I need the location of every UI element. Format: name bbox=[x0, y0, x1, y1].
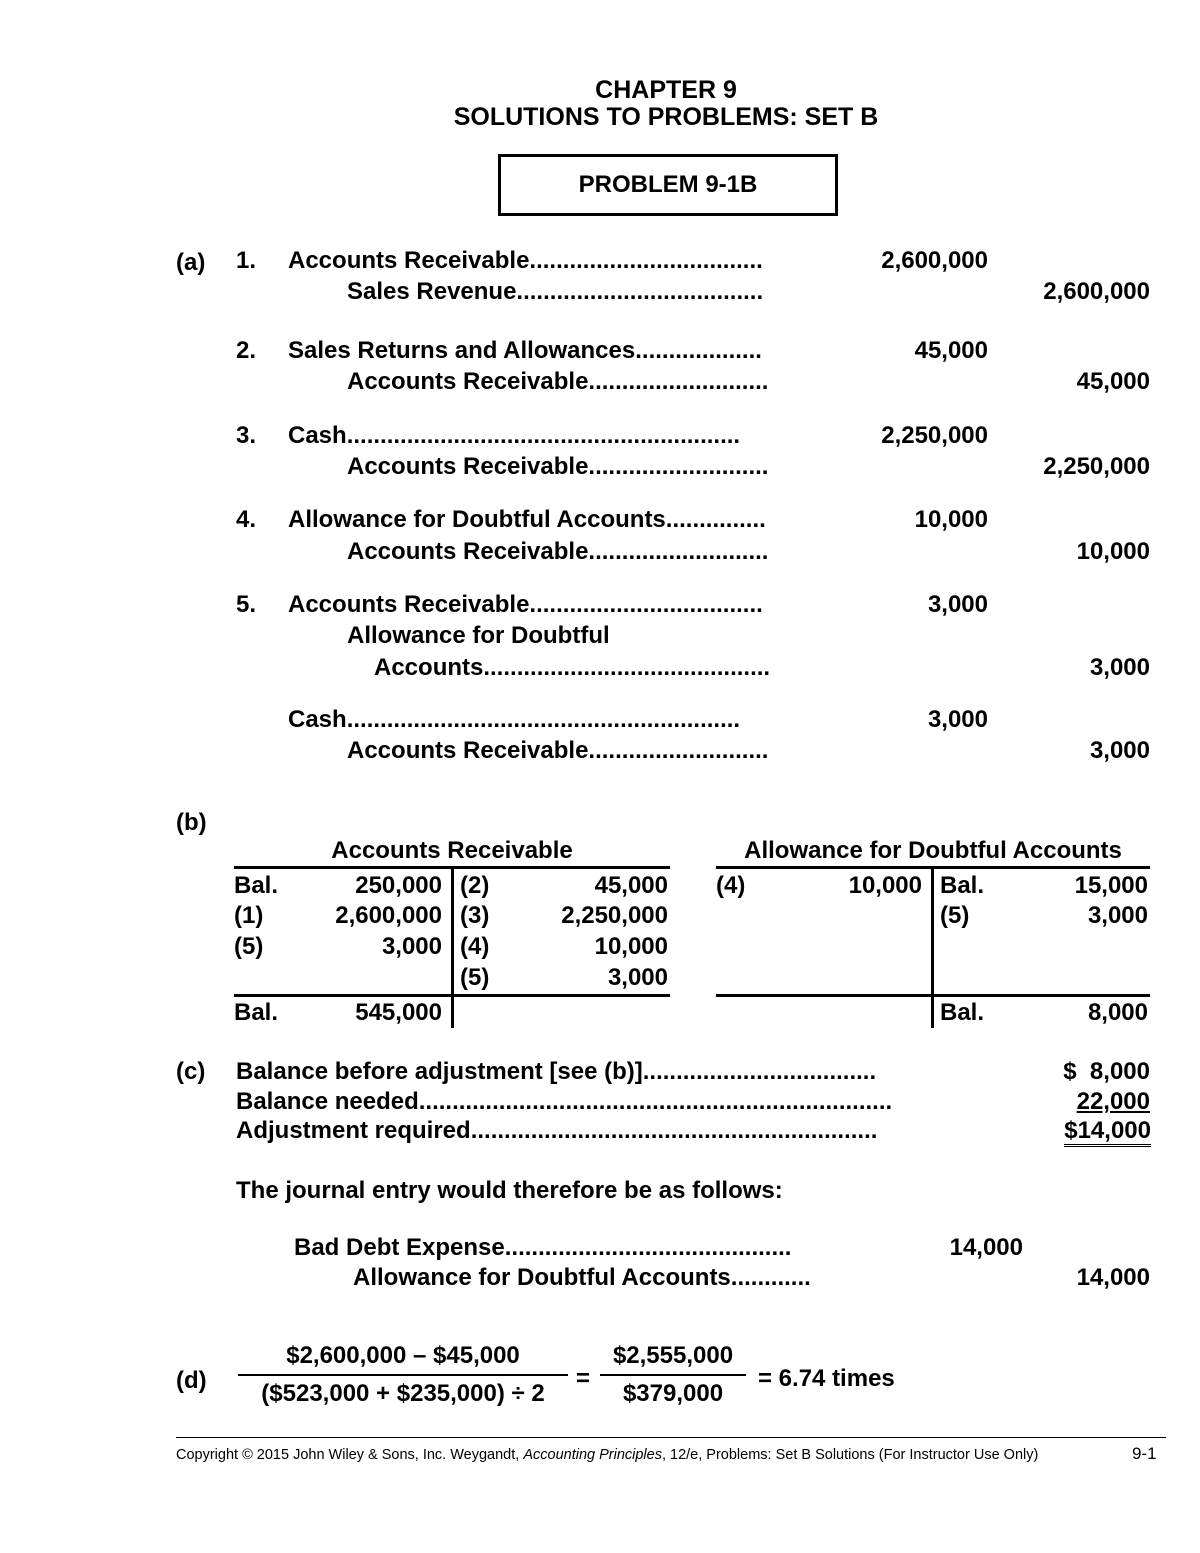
credit-account-line1: Allowance for Doubtful bbox=[347, 622, 610, 649]
credit-account: Accounts Receivable........................... bbox=[347, 737, 769, 764]
credit-amount: 3,000 bbox=[1089, 654, 1150, 681]
credit-account: Sales Revenue..................................... bbox=[347, 278, 764, 305]
part-b-label: (b) bbox=[176, 809, 207, 836]
balance-value: 8,000 bbox=[1087, 999, 1148, 1026]
adjustment-required-amount: $14,000 bbox=[1064, 1117, 1151, 1147]
credit-amount: 10,000 bbox=[1076, 538, 1150, 565]
balance-label: Bal. bbox=[234, 999, 279, 1026]
credit-amount: 3,000 bbox=[1089, 737, 1150, 764]
bad-debt-credit-amount: 14,000 bbox=[1076, 1264, 1150, 1291]
balance-value: 545,000 bbox=[355, 999, 442, 1026]
debit-value: 2,600,000 bbox=[335, 902, 442, 929]
turnover-result: = 6.74 times bbox=[758, 1365, 895, 1392]
credit-value: 45,000 bbox=[594, 872, 668, 899]
chapter-title: CHAPTER 9 bbox=[595, 76, 737, 104]
footer-book-title: Accounting Principles bbox=[523, 1447, 662, 1463]
credit-value: 3,000 bbox=[1087, 902, 1148, 929]
credit-ref: (2) bbox=[460, 872, 490, 899]
debit-value: 3,000 bbox=[381, 933, 442, 960]
debit-value: 10,000 bbox=[848, 872, 922, 899]
t-account-center-line bbox=[451, 866, 454, 1028]
balance-needed: Balance needed....................................................................... bbox=[236, 1088, 893, 1115]
debit-account: Accounts Receivable................................... bbox=[288, 591, 763, 618]
debit-account: Cash........................................................... bbox=[288, 422, 741, 449]
t-account-title: Allowance for Doubtful Accounts bbox=[744, 837, 1122, 864]
debit-account: Sales Returns and Allowances................... bbox=[288, 337, 762, 364]
t-account-balance-line bbox=[716, 994, 1150, 997]
debit-amount: 2,250,000 bbox=[881, 422, 988, 449]
credit-amount: 45,000 bbox=[1076, 368, 1150, 395]
part-a-label: (a) bbox=[176, 249, 206, 276]
adjustment-required: Adjustment required............................................................. bbox=[236, 1117, 878, 1144]
credit-account: Accounts Receivable........................... bbox=[347, 368, 769, 395]
footer-rule bbox=[176, 1437, 1166, 1438]
debit-ref: (4) bbox=[716, 872, 746, 899]
part-d-label: (d) bbox=[176, 1367, 207, 1394]
debit-ref: Bal. bbox=[234, 872, 279, 899]
debit-amount: 10,000 bbox=[914, 506, 988, 533]
journal-entry-intro: The journal entry would therefore be as follows: bbox=[236, 1177, 783, 1204]
credit-account: Accounts Receivable........................... bbox=[347, 538, 769, 565]
debit-ref: (1) bbox=[234, 902, 264, 929]
entry-number: 1. bbox=[236, 247, 257, 274]
t-account-center-line bbox=[931, 866, 934, 1028]
credit-amount: 2,250,000 bbox=[1043, 453, 1150, 480]
bad-debt-debit-amount: 14,000 bbox=[949, 1234, 1023, 1261]
fraction-1-denominator: ($523,000 + $235,000) ÷ 2 bbox=[261, 1380, 545, 1407]
problem-title: PROBLEM 9-1B bbox=[578, 171, 758, 198]
debit-ref: (5) bbox=[234, 933, 264, 960]
page-number: 9-1 bbox=[1132, 1444, 1157, 1463]
credit-account-line2: Accounts........................................... bbox=[374, 654, 771, 681]
balance-needed-value: 22,000 bbox=[1076, 1088, 1150, 1115]
footer-text bbox=[176, 1446, 1038, 1464]
debit-value: 250,000 bbox=[355, 872, 442, 899]
bad-debt-credit-account: Allowance for Doubtful Accounts............ bbox=[353, 1264, 811, 1291]
footer-rest: , 12/e, Problems: Set B Solutions (For Instructor Use Only) bbox=[661, 1447, 1039, 1463]
credit-ref: Bal. bbox=[940, 872, 985, 899]
equals-sign: = bbox=[576, 1365, 591, 1392]
balance-label: Bal. bbox=[940, 999, 985, 1026]
credit-value: 3,000 bbox=[607, 964, 668, 991]
fraction-2-numerator: $2,555,000 bbox=[612, 1342, 734, 1369]
credit-value: 15,000 bbox=[1074, 872, 1148, 899]
debit-account: Accounts Receivable................................... bbox=[288, 247, 763, 274]
credit-account: Accounts Receivable........................... bbox=[347, 453, 769, 480]
bad-debt-debit-account: Bad Debt Expense........................................... bbox=[294, 1234, 792, 1261]
entry-number: 2. bbox=[236, 337, 257, 364]
entry-number: 5. bbox=[236, 591, 257, 618]
credit-value: 10,000 bbox=[594, 933, 668, 960]
adjustment-required-value bbox=[1000, 1116, 1151, 1146]
credit-ref: (4) bbox=[460, 933, 490, 960]
fraction-2-bar bbox=[600, 1374, 746, 1376]
t-account-balance-line bbox=[234, 994, 670, 997]
debit-amount: 45,000 bbox=[914, 337, 988, 364]
balance-before-adjustment-value: $ 8,000 bbox=[1063, 1058, 1150, 1085]
footer-copyright: Copyright © 2015 John Wiley & Sons, Inc. Weygandt, bbox=[176, 1447, 520, 1463]
debit-amount: 3,000 bbox=[927, 706, 988, 733]
entry-number: 3. bbox=[236, 422, 257, 449]
fraction-2-denominator: $379,000 bbox=[622, 1380, 724, 1407]
debit-amount: 3,000 bbox=[927, 591, 988, 618]
chapter-subtitle: SOLUTIONS TO PROBLEMS: SET B bbox=[453, 103, 879, 131]
fraction-1-numerator: $2,600,000 – $45,000 bbox=[286, 1342, 520, 1369]
t-account-title: Accounts Receivable bbox=[331, 837, 573, 864]
credit-amount: 2,600,000 bbox=[1043, 278, 1150, 305]
fraction-1-bar bbox=[238, 1374, 568, 1376]
debit-account: Allowance for Doubtful Accounts............... bbox=[288, 506, 766, 533]
debit-amount: 2,600,000 bbox=[881, 247, 988, 274]
part-c-label: (c) bbox=[176, 1058, 206, 1085]
credit-value: 2,250,000 bbox=[561, 902, 668, 929]
debit-account: Cash........................................................... bbox=[288, 706, 741, 733]
balance-before-adjustment: Balance before adjustment [see (b)]................................... bbox=[236, 1058, 877, 1085]
credit-ref: (5) bbox=[460, 964, 490, 991]
credit-ref: (5) bbox=[940, 902, 970, 929]
entry-number: 4. bbox=[236, 506, 257, 533]
credit-ref: (3) bbox=[460, 902, 490, 929]
